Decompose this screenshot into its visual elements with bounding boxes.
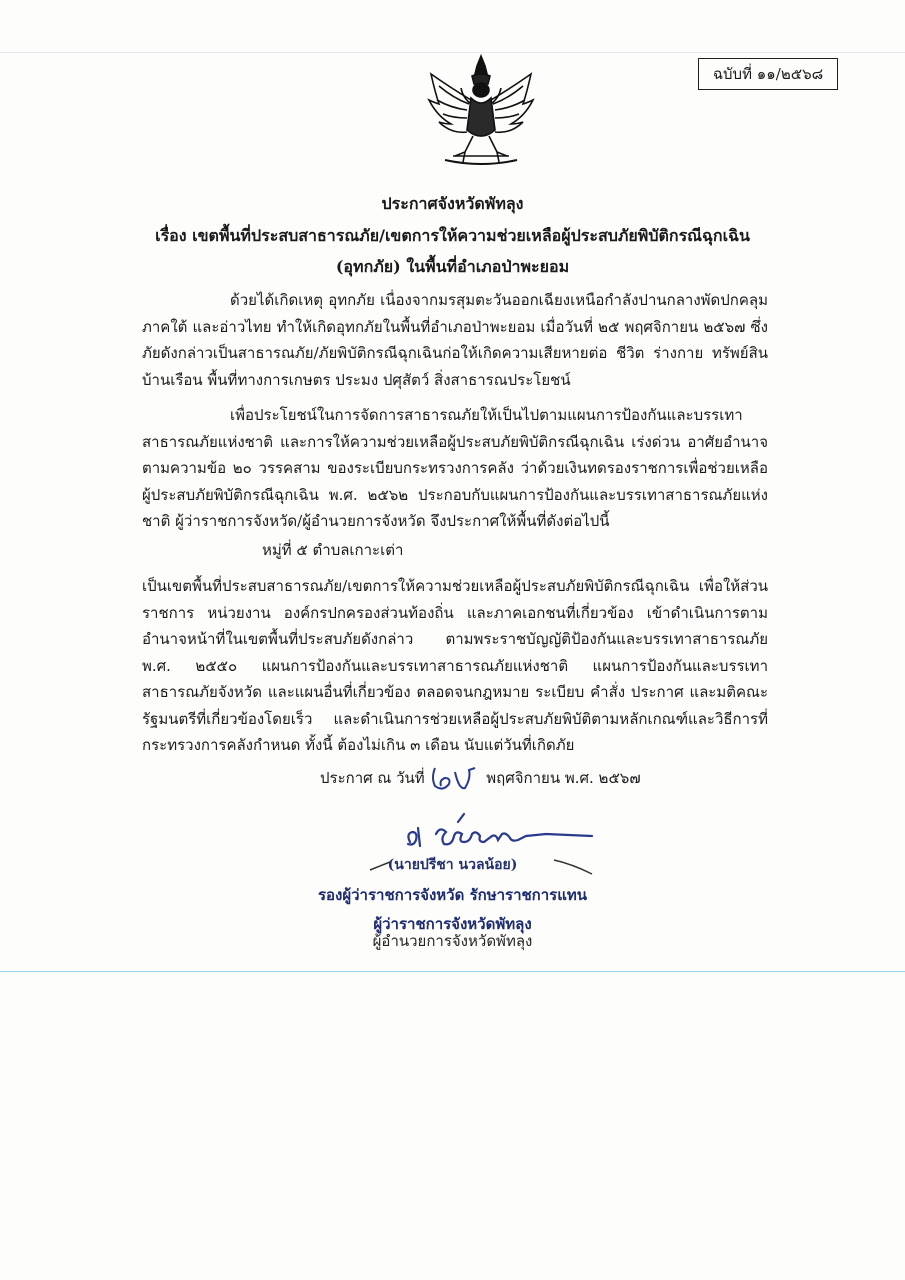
announcement-date	[320, 764, 641, 794]
announce-suffix: พฤศจิกายน พ.ศ. ๒๕๖๗	[486, 769, 641, 787]
document-number: ฉบับที่ ๑๑/๒๕๖๘	[712, 65, 824, 83]
paragraph-1	[142, 287, 768, 393]
signer-position-line-2: ผู้ว่าราชการจังหวัดพัทลุง	[373, 915, 532, 933]
affected-village: หมู่ที่ ๕ ตำบลเกาะเต่า	[262, 541, 404, 559]
document-number-box	[698, 58, 838, 90]
signer-name: (นายปรีชา นวลน้อย)	[387, 857, 518, 873]
scan-artifact-line	[0, 971, 905, 972]
paragraph-2	[142, 402, 768, 535]
garuda-emblem-icon	[425, 52, 537, 168]
signer-position-line-1: รองผู้ว่าราชการจังหวัด รักษาราชการแทน	[317, 886, 588, 904]
page-title: ประกาศจังหวัดพัทลุง	[381, 194, 524, 213]
subject-line-2: (อุทกภัย) ในพื้นที่อำเภอป่าพะยอม	[335, 257, 570, 276]
handwritten-day-icon	[429, 764, 481, 794]
signer-position-line-3: ผู้อำนวยการจังหวัดพัทลุง	[372, 932, 533, 950]
paragraph-1-text: ด้วยได้เกิดเหตุ อุทกภัย เนื่องจากมรสุมตะวันออกเฉียงเหนือกำลังปานกลางพัดปกคลุมภาคใต้ และอ่าวไทย ทำให้เกิดอุทกภัยในพื้นที่อำเภอป่าพะยอม เมื่อวันที่ ๒๕ พฤศจิกายน ๒๕๖๗ ซึ่งภัยดังกล่าวเป็นสาธารณภัย/ภัยพิบัติกรณีฉุกเฉินก่อให้เกิดความเสียหายต่อ ชีวิต ร่างกาย ทรัพย์สิน บ้านเรือน พื้นที่ทางการเกษตร ประมง ปศุสัตว์ สิ่งสาธารณประโยชน์	[142, 291, 768, 389]
paragraph-2-text: เพื่อประโยชน์ในการจัดการสาธารณภัยให้เป็นไปตามแผนการป้องกันและบรรเทาสาธารณภัยแห่งชาติ และการให้ความช่วยเหลือผู้ประสบภัยพิบัติกรณีฉุกเฉิน เร่งด่วน อาศัยอำนาจตามความข้อ ๒๐ วรรคสาม ของระเบียบกระทรวงการคลัง ว่าด้วยเงินทดรองราชการเพื่อช่วยเหลือผู้ประสบภัยพิบัติกรณีฉุกเฉิน พ.ศ. ๒๕๖๒ ประกอบกับแผนการป้องกันและบรรเทาสาธารณภัยแห่งชาติ ผู้ว่าราชการจังหวัด/ผู้อำนวยการจังหวัด จึงประกาศให้พื้นที่ดังต่อไปนี้	[142, 406, 768, 530]
announce-prefix: ประกาศ ณ วันที่	[320, 769, 425, 787]
paragraph-3	[142, 573, 768, 759]
subject-line-1: เรื่อง เขตพื้นที่ประสบสาธารณภัย/เขตการให้ความช่วยเหลือผู้ประสบภัยพิบัติกรณีฉุกเฉิน	[155, 226, 750, 245]
paragraph-3-text: เป็นเขตพื้นที่ประสบสาธารณภัย/เขตการให้ความช่วยเหลือผู้ประสบภัยพิบัติกรณีฉุกเฉิน เพื่อให้ส่วนราชการ หน่วยงาน องค์กรปกครองส่วนท้องถิ่น และภาคเอกชนที่เกี่ยวข้อง เข้าดำเนินการตามอำนาจหน้าที่ในเขตพื้นที่ประสบภัยดังกล่าว ตามพระราชบัญญัติป้องกันและบรรเทาสาธารณภัย พ.ศ. ๒๕๕๐ แผนการป้องกันและบรรเทาสาธารณภัยแห่งชาติ แผนการป้องกันและบรรเทาสาธารณภัยจังหวัด และแผนอื่นที่เกี่ยวข้อง ตลอดจนกฎหมาย ระเบียบ คำสั่ง ประกาศ และมติคณะรัฐมนตรีที่เกี่ยวข้องโดยเร็ว และดำเนินการช่วยเหลือผู้ประสบภัยพิบัติตามหลักเกณฑ์และวิธีการที่กระทรวงการคลังกำหนด ทั้งนี้ ต้องไม่เกิน ๓ เดือน นับแต่วันที่เกิดภัย	[142, 577, 768, 754]
